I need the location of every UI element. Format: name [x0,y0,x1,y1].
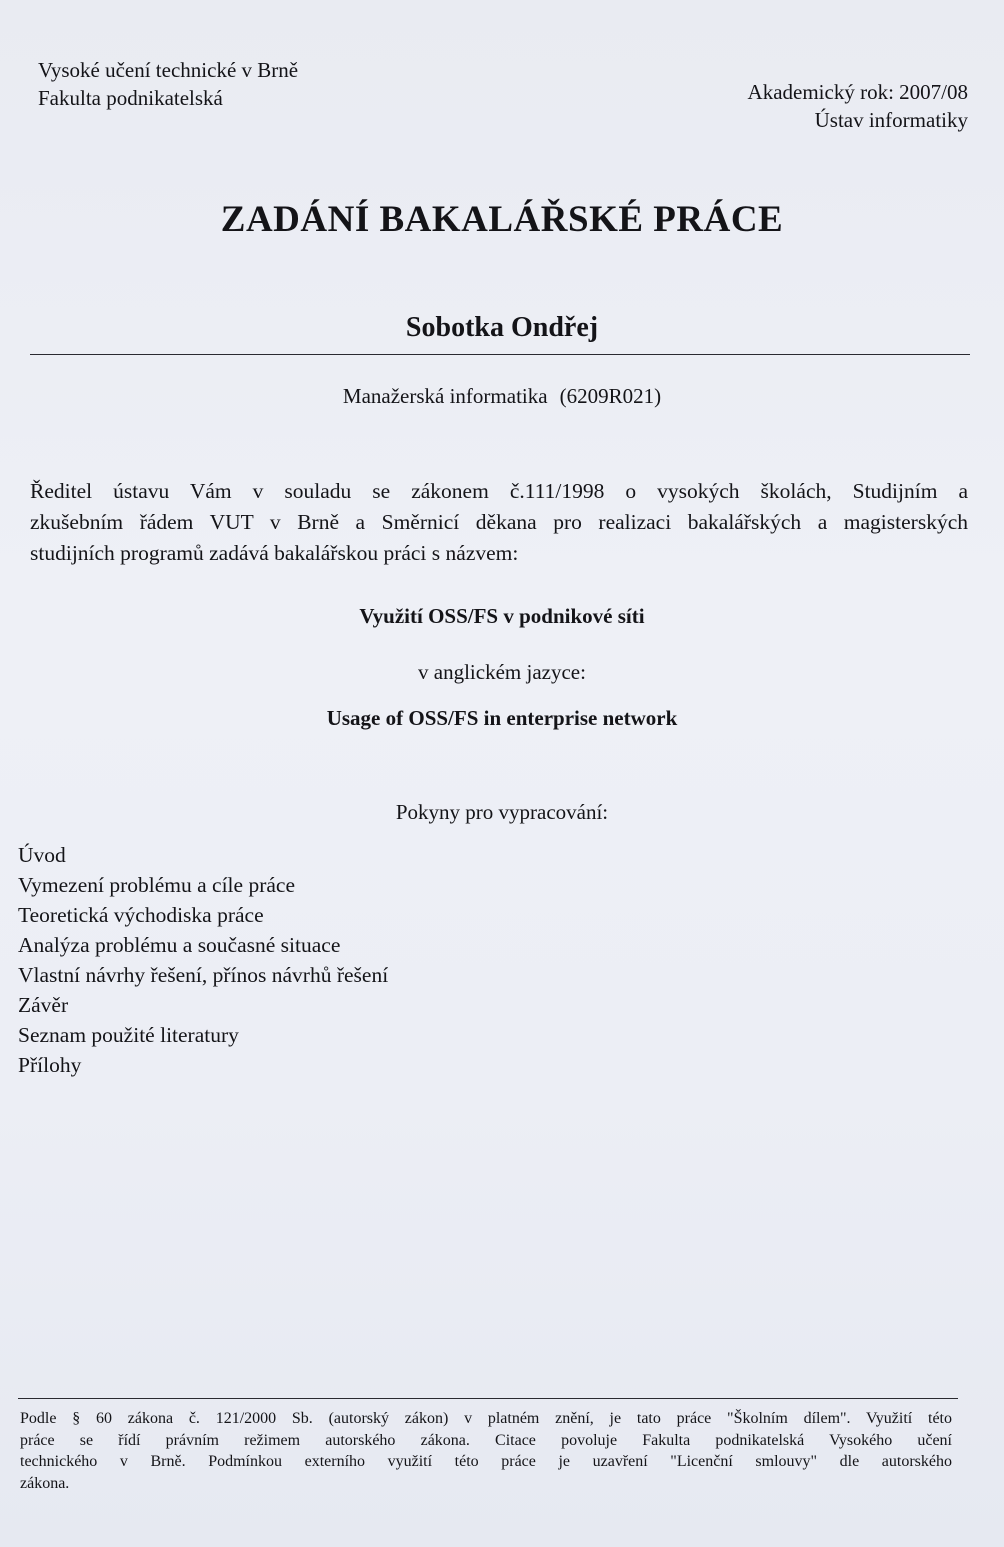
intro-paragraph [30,476,968,569]
intro-line: zkušebním řádem VUT v Brně a Směrnicí děkana pro realizaci bakalářských a magisterských [30,510,968,534]
divider-top [30,354,970,355]
intro-line: Ředitel ústavu Vám v souladu se zákonem č.111/1998 o vysokých školách, Studijním a [30,479,968,503]
thesis-title-english: Usage of OSS/FS in enterprise network [326,706,678,730]
divider-bottom [18,1398,958,1399]
header-left [38,56,298,112]
academic-year: Akademický rok: 2007/08 [747,80,968,104]
outline-item: Analýza problému a současné situace [18,933,341,957]
header-right [748,78,968,134]
footnote-line: Podle § 60 zákona č. 121/2000 Sb. (autorský zákon) v platném znění, je tato práce "Školním dílem". Využití této [20,1410,952,1427]
footnote-line: technického v Brně. Podmínkou externího využití této práce je uzavření "Licenční smlouvy" dle autorského [20,1453,952,1470]
instructions-label: Pokyny pro vypracování: [395,800,609,824]
outline-item: Přílohy [18,1053,82,1077]
outline-list [18,840,388,1080]
program-name: Manažerská informatika [342,384,548,408]
outline-item: Vlastní návrhy řešení, přínos návrhů řešení [18,963,389,987]
faculty-name: Fakulta podnikatelská [38,86,223,110]
student-name: Sobotka Ondřej [405,312,599,343]
footnote-line: práce se řídí právním režimem autorského zákona. Citace povoluje Fakulta podnikatelská Vysokého učení [20,1431,952,1449]
outline-item: Úvod [18,843,66,867]
outline-item: Seznam použité literatury [18,1023,239,1047]
program-code: (6209R021) [559,384,662,408]
institute-name: Ústav informatiky [814,108,968,132]
intro-line: studijních programů zadává bakalářskou práci s názvem: [30,541,519,565]
outline-item: Teoretická východiska práce [18,903,264,927]
thesis-title-czech: Využití OSS/FS v podnikové síti [359,604,645,628]
outline-item: Závěr [18,993,69,1017]
page-title: ZADÁNÍ BAKALÁŘSKÉ PRÁCE [220,199,784,240]
english-label: v anglickém jazyce: [418,660,586,684]
footnote-line: zákona. [20,1474,70,1492]
copyright-footnote [20,1408,952,1494]
university-name: Vysoké učení technické v Brně [38,58,299,82]
study-program [0,384,1004,409]
outline-item: Vymezení problému a cíle práce [18,873,295,897]
